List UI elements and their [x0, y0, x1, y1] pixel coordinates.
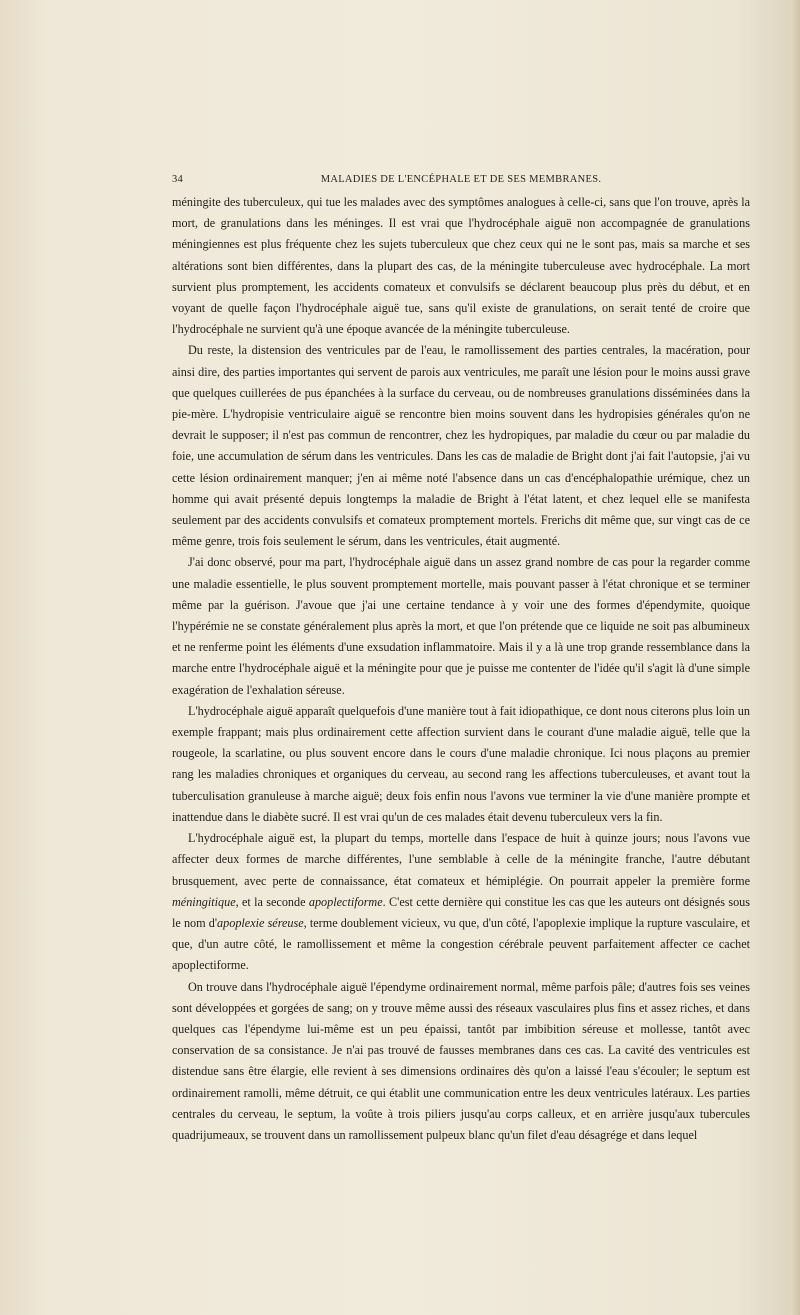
paragraph-5-part-4: , terme doublement vicieux, vu que, d'un côté, l'apoplexie implique la rupture vasculaire, et que, d'un autre côté, le ramollissement et même la congestion cérébrale peuvent parfaitement affecter ce cachet apoplectiforme. [172, 915, 750, 973]
paragraph-5-part-3: . C'est cette dernière qui constitue les cas que les auteurs ont désignés sous le nom d' [172, 894, 750, 930]
page-number: 34 [172, 174, 184, 185]
paragraph-5 [172, 828, 750, 976]
paragraph-6: On trouve dans l'hydrocéphale aiguë l'épendyme ordinairement normal, même parfois pâle; d'autres fois ses veines sont développées et gorgées de sang; on y trouve même aussi des réseaux vasculaires plus fins et assez riches, et dans quelques cas l'épendyme lui-même est un peu épaissi, tantôt par imbibition séreuse et mollesse, tantôt avec conservation de sa consistance. Je n'ai pas trouvé de fausses membranes dans ces cas. La cavité des ventricules est distendue sans être élargie, elle revient à ses dimensions ordinaires dès qu'on a laissé l'eau s'écouler; le septum est ordinairement ramolli, même détruit, ce qui établit une communication entre les deux ventricules latéraux. Les parties centrales du cerveau, le septum, la voûte à trois piliers jusqu'au corps calleux, et en arrière jusqu'aux tubercules quadrijumeaux, se trouvent dans un ramollissement pulpeux blanc qu'un filet d'eau désagrége et dans lequel [172, 979, 750, 1142]
paragraph-5-part-1: L'hydrocéphale aiguë est, la plupart du temps, mortelle dans l'espace de huit à quinze jours; nous l'avons vue affecter deux formes de marche différentes, l'une semblable à celle de la méningite franche, l'autre débutant brusquement, avec perte de connaissance, état comateux et hémiplégie. On pourrait appeler la première forme [172, 831, 750, 888]
paragraph-2: Du reste, la distension des ventricules par de l'eau, le ramollissement des parties centrales, la macération, pour ainsi dire, des parties importantes qui servent de parois aux ventricules, me paraît une lésion pour le moins aussi grave que quelques cuillerées de pus épanchées à la surface du cerveau, ou de nombreuses granulations disséminées dans la pie-mère. L'hydropisie ventriculaire aiguë se rencontre bien moins souvent dans les hydropisies générales qu'on ne devrait le supposer; il n'est pas commun de rencontrer, chez les hydropiques, par maladie du cœur ou par maladie du foie, une accumulation de sérum dans les ventricules. Dans les cas de maladie de Bright dont j'ai fait l'autopsie, j'ai vu cette lésion ordinairement manquer; j'en ai même noté l'absence dans un cas d'encéphalopathie urémique, chez un homme qui avait présenté depuis longtemps la maladie de Bright à l'état latent, et chez lequel elle se manifesta seulement par des accidents convulsifs et comateux promptement mortels. Frerichs dit même que, sur vingt cas de ce même genre, trois fois seulement le sérum, dans les ventricules, était augmenté. [172, 343, 750, 549]
paragraph-1: méningite des tuberculeux, qui tue les malades avec des symptômes analogues à celle-ci, sans que l'on trouve, après la mort, de granulations dans les méninges. Il est vrai que l'hydrocéphale aiguë non accompagnée de granulations méningiennes est plus fréquente chez les sujets tuberculeux que chez ceux qui ne le sont pas, mais sa marche et ses altérations sont bien différentes, dans la plupart des cas, de la méningite tuberculeuse avec hydrocéphale. La mort survient plus promptement, les accidents comateux et convulsifs se déclarent beaucoup plus près du début, et en voyant de quelle façon l'hydrocéphale aiguë tue, sans qu'il existe de granulations, on serait tenté de croire que l'hydrocéphale ne survient qu'à une époque avancée de la méningite tuberculeuse. [172, 195, 750, 337]
page-edge [790, 0, 800, 1315]
paragraph-5-part-2: , et la seconde [235, 894, 309, 909]
page-header [172, 170, 750, 192]
term-apoplectiforme: apoplectiforme [308, 894, 383, 909]
term-apoplexie-sereuse: apoplexie séreuse [217, 915, 304, 930]
paragraph-4: L'hydrocéphale aiguë apparaît quelquefois d'une manière tout à fait idiopathique, ce dont nous citerons plus loin un exemple frappant; mais plus ordinairement cette affection survient dans le courant d'une maladie aiguë, telle que la rougeole, la scarlatine, ou plus souvent encore dans le cours d'une maladie chronique. Ici nous plaçons au premier rang les maladies chroniques et organiques du cerveau, au second rang les affections tuberculeuses, et avant tout la tuberculisation granuleuse à marche aiguë; deux fois enfin nous l'avons vue terminer la vie d'une manière prompte et inattendue dans le diabète sucré. Il est vrai qu'un de ces malades était devenu tuberculeux vers la fin. [172, 703, 750, 824]
running-head: MALADIES DE L'ENCÉPHALE ET DE SES MEMBRANES. [320, 174, 602, 185]
body-text [172, 192, 750, 1146]
term-meningitique: méningitique [172, 894, 236, 909]
paragraph-3: J'ai donc observé, pour ma part, l'hydrocéphale aiguë dans un assez grand nombre de cas pour la regarder comme une maladie essentielle, le plus souvent promptement mortelle, mais pouvant passer à l'état chronique et se terminer même par la guérison. J'avoue que j'ai une certaine tendance à y voir une des formes d'épendymite, quoique l'hypérémie ne se constate généralement plus après la mort, et que l'on prétende que ce liquide ne soit pas albumineux et ne renferme point les éléments d'une exsudation inflammatoire. Mais il y a là une trop grande ressemblance dans la marche entre l'hydrocéphale aiguë et la méningite pour que je puisse me contenter de l'idée qu'il s'agit là d'une simple exagération de l'exhalation séreuse. [172, 555, 750, 697]
